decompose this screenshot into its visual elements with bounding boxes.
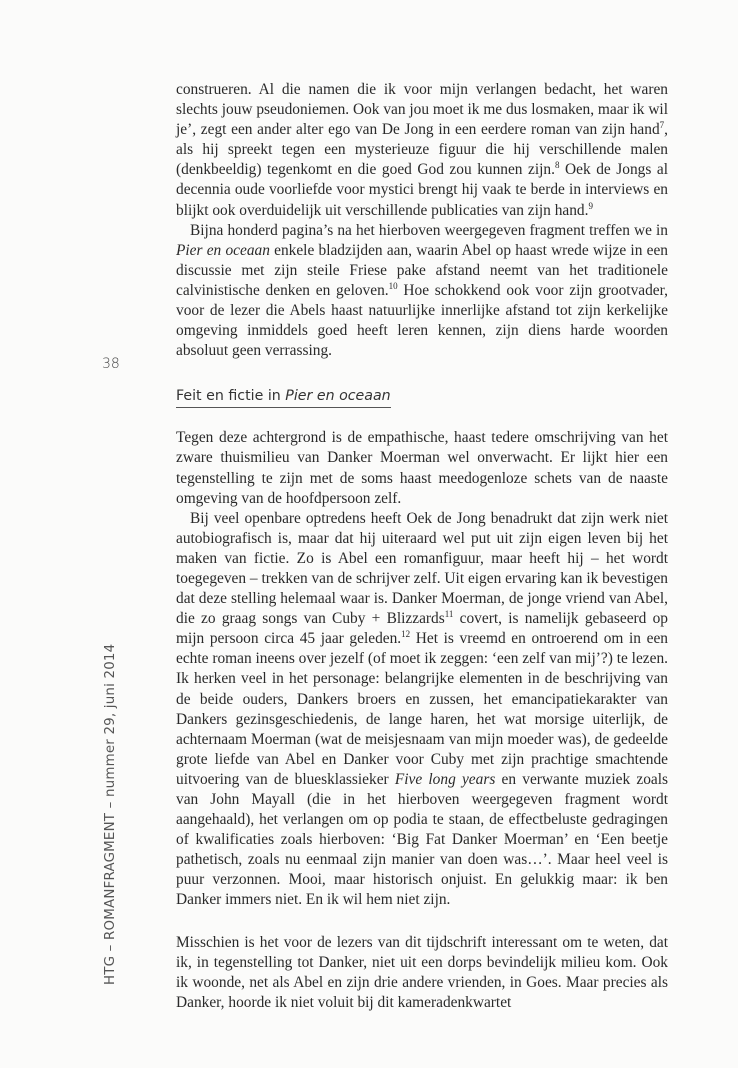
paragraph-2: Bijna honderd pagina’s na het hierboven weergegeven fragment treffen we in Pier en oceaan enkele bladzijden aan, waarin Abel op haast wrede wijze in een discussie met zijn steile Friese pake afstand neemt van het traditionele calvinistische denken en geloven.$^{10}$ Hoe schokkend ook voor zijn grootvader, voor de lezer die Abels haast natuurlijke innerlijke afstand tot zijn kerkelijke omgeving inmiddels goed heeft leren kennen, zijn diens harde woorden absoluut geen verrassing.	[176, 221, 668, 360]
body-text	[176, 80, 668, 1013]
paragraph-4: Bij veel openbare optredens heeft Oek de Jong benadrukt dat zijn werk niet autobiografisch is, maar dat hij uiteraard wel put uit zijn eigen leven bij het maken van fictie. Zo is Abel een romanfiguur, maar heeft hij – het wordt toegegeven – trekken van de schrijver zelf. Uit eigen ervaring kan ik bevestigen dat deze stelling helemaal waar is. Danker Moerman, de jonge vriend van Abel, die zo graag songs van Cuby + Blizzards$^{11}$ covert, is namelijk gebaseerd op mijn persoon circa 45 jaar geleden.$^{12}$ Het is vreemd en ontroerend om in een echte roman ineens over jezelf (of moet ik zeggen: ‘een zelf van mij’?) te lezen. Ik herken veel in het personage: belangrijke elementen in de beschrijving van de beide ouders, Dankers broers en zussen, het emancipatiekarakter van Dankers gezinsgeschiedenis, de lange haren, het wat morsige uiterlijk, de achternaam Moerman (wat de meisjesnaam van mijn moeder was), de gedeelde grote liefde van Abel en Danker voor Cuby met zijn prachtige smachtende uitvoering van de bluesklassieker Five long years en verwante muziek zoals van John Mayall (die in het hierboven weergegeven fragment wordt aangehaald), het verlangen om op podia te staan, de effectbeluste gedragingen of kwalificaties zoals hierboven: ‘Big Fat Danker Moerman’ en ‘Een beetje pathetisch, zoals nu eenmaal zijn manier van doen was…’. Maar heel veel is puur verzonnen. Mooi, maar historisch onjuist. En gelukkig maar: ik ben Danker immers niet. En ik wil hem niet zijn.	[176, 509, 668, 909]
song-title: Five long years	[394, 770, 496, 788]
section-heading: Feit en fictie in Pier en oceaan	[176, 387, 391, 408]
paragraph-1: construeren. Al die namen die ik voor mijn verlangen bedacht, het waren slechts jouw pseudoniemen. Ook van jou moet ik me dus losmaken, maar ik wil je’, zegt een ander alter ego van De Jong in een eerdere roman van zijn hand$^7$, als hij spreekt tegen een mysterieuze figuur die hij verschillende malen (denkbeeldig) tegenkomt en die goed God zou kunnen zijn.$^8$ Oek de Jongs al decennia oude voorliefde voor mystici brengt hij vaak te berde in interviews en blijkt ook overduidelijk uit verschillende publicaties van zijn hand.$^9$	[176, 81, 668, 219]
footnote-ref-7: 7	[659, 120, 665, 131]
page-number: 38	[102, 356, 120, 372]
footnote-ref-9: 9	[588, 200, 593, 211]
book-title: Pier en oceaan	[176, 241, 270, 259]
paragraph-5: Misschien is het voor de lezers van dit tijdschrift interessant om te weten, dat ik, in tegenstelling tot Danker, niet uit een dorps bevindelijk milieu kom. Ook ik woonde, net als Abel en zijn drie andere vrienden, in Goes. Maar precies als Danker, hoorde ik niet voluit bij dit kameradenkwartet	[176, 933, 668, 1011]
heading-book-title: Pier en oceaan	[285, 388, 391, 405]
footnote-ref-12: 12	[401, 629, 411, 640]
footnote-ref-11: 11	[444, 609, 454, 620]
footnote-ref-10: 10	[388, 280, 398, 291]
footnote-ref-8: 8	[554, 160, 560, 171]
running-header: HTG – ROMANFRAGMENT – nummer 29, juni 2014	[103, 643, 118, 985]
paragraph-3: Tegen deze achtergrond is de empathische, haast tedere omschrijving van het zware thuismilieu van Danker Moerman wel onverwacht. Er lijkt hier een tegenstelling te zijn met de soms haast meedogenloze schets van de naaste omgeving van de hoofdpersoon zelf.	[176, 429, 668, 507]
